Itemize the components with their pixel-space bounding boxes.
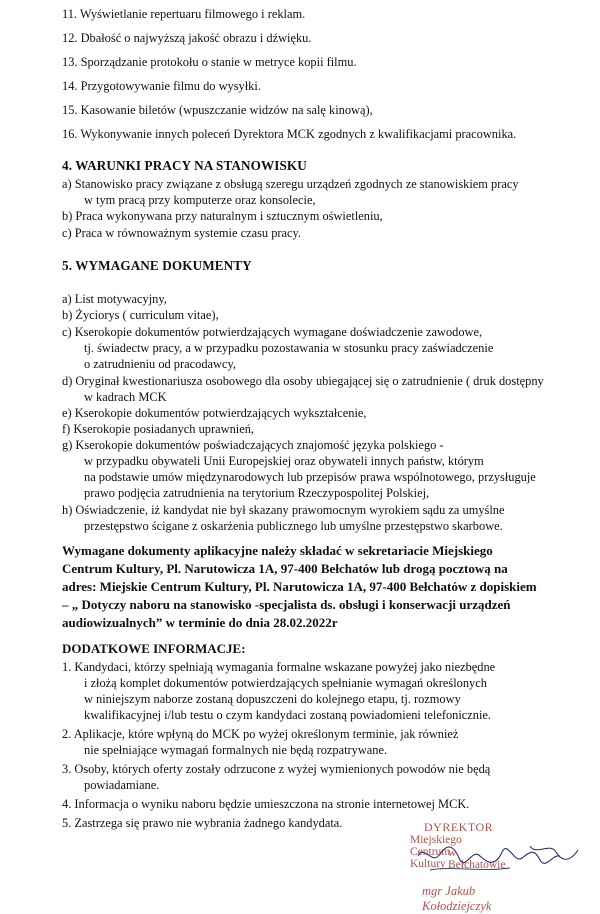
list-item: b) Życiorys ( curriculum vitae), [62, 308, 219, 322]
submission-text: Centrum Kultury, Pl. Narutowicza 1A, 97-400 Bełchatów lub drogą pocztową na [62, 561, 508, 576]
list-item-continuation: w niniejszym naborze zostaną dopuszczeni do kolejnego etapu, tj. rozmowy [84, 692, 461, 706]
list-item: 3. Osoby, których oferty zostały odrzucone z wyżej wymienionych powodów nie będą [62, 762, 491, 776]
list-item-continuation: i złożą komplet dokumentów potwierdzających spełnianie wymagań określonych [84, 676, 487, 690]
list-item: d) Oryginał kwestionariusza osobowego dla osoby ubiegającej się o zatrudnienie ( druk dostępny [62, 374, 544, 388]
duty-item: 16. Wykonywanie innych poleceń Dyrektora MCK zgodnych z kwalifikacjami pracownika. [62, 127, 517, 141]
duty-item: 11. Wyświetlanie repertuaru filmowego i reklam. [62, 7, 306, 21]
list-item-continuation: powiadamiane. [84, 778, 160, 792]
duty-item: 14. Przygotowywanie filmu do wysyłki. [62, 79, 261, 93]
list-item: 1. Kandydaci, którzy spełniają wymagania formalne wskazane powyżej jako niezbędne [62, 660, 496, 674]
stamp-city: w Bełchatowie [448, 847, 506, 871]
list-item: f) Kserokopie posiadanych uprawnień, [62, 422, 254, 436]
list-item-continuation: w tym pracą przy komputerze oraz konsolecie, [84, 193, 316, 207]
stamp-name: mgr Jakub Kołodziejczyk [422, 884, 492, 913]
list-item-continuation: tj. świadectw pracy, a w przypadku pozostawania w stosunku pracy zaświadczenie [84, 341, 494, 355]
list-item: 4. Informacja o wyniku naboru będzie umieszczona na stronie internetowej MCK. [62, 797, 470, 811]
submission-text: – „ Dotyczy naboru na stanowisko -specjalista ds. obsługi i konserwacji urządzeń [62, 597, 511, 612]
section-heading: 4. WARUNKI PRACY NA STANOWISKU [62, 158, 307, 173]
list-item: a) List motywacyjny, [62, 292, 167, 306]
list-item: 2. Aplikacje, które wpłyną do MCK po wyżej określonym terminie, jak również [62, 727, 459, 741]
list-item: b) Praca wykonywana przy naturalnym i sztucznym oświetleniu, [62, 209, 383, 223]
list-item-continuation: kwalifikacyjnej i/lub testu o czym kandydaci zostaną powiadomieni telefonicznie. [84, 708, 492, 722]
list-item: 5. Zastrzega się prawo nie wybrania żadnego kandydata. [62, 816, 343, 830]
stamp-institution: Miejskiego Centrum Kultury [410, 834, 462, 870]
list-item: g) Kserokopie dokumentów poświadczających znajomość języka polskiego - [62, 438, 444, 452]
list-item: e) Kserokopie dokumentów potwierdzających wykształcenie, [62, 406, 367, 420]
submission-text: audiowizualnych” w terminie do dnia 28.02.2022r [62, 615, 338, 630]
list-item-continuation: przestępstwo ścigane z oskarżenia publicznego lub umyślne przestępstwo skarbowe. [84, 519, 503, 533]
section-heading: DODATKOWE INFORMACJE: [62, 641, 246, 656]
handwritten-signature [410, 826, 590, 896]
list-item: h) Oświadczenie, iż kandydat nie był skazany prawomocnym wyrokiem sądu za umyślne [62, 503, 505, 517]
duty-item: 15. Kasowanie biletów (wpuszczanie widzów na salę kinową), [62, 103, 373, 117]
section-heading: 5. WYMAGANE DOKUMENTY [62, 258, 252, 273]
list-item-continuation: nie spełniające wymagań formalnych nie będą rozpatrywane. [84, 743, 388, 757]
list-item-continuation: prawo podjęcia zatrudnienia na terytorium Rzeczypospolitej Polskiej, [84, 486, 430, 500]
list-item-continuation: w przypadku obywateli Unii Europejskiej oraz obywateli innych państw, którym [84, 454, 484, 468]
submission-text: adres: Miejskie Centrum Kultury, Pl. Narutowicza 1A, 97-400 Bełchatów z dopiskiem [62, 579, 537, 594]
stamp-title: DYREKTOR [424, 820, 494, 834]
submission-text: Wymagane dokumenty aplikacyjne należy składać w sekretariacie Miejskiego [62, 543, 493, 558]
list-item-continuation: na podstawie umów międzynarodowych lub przepisów prawa wspólnotowego, przysługuje [84, 470, 536, 484]
list-item: c) Kserokopie dokumentów potwierdzających wymagane doświadczenie zawodowe, [62, 325, 483, 339]
list-item: c) Praca w równoważnym systemie czasu pracy. [62, 226, 301, 240]
duty-item: 13. Sporządzanie protokołu o stanie w metryce kopii filmu. [62, 55, 357, 69]
list-item-continuation: w kadrach MCK [84, 390, 167, 404]
list-item: a) Stanowisko pracy związane z obsługą szeregu urządzeń zgodnych ze stanowiskiem pracy [62, 177, 519, 191]
duty-item: 12. Dbałość o najwyższą jakość obrazu i dźwięku. [62, 31, 312, 45]
list-item-continuation: o zatrudnieniu od pracodawcy, [84, 357, 236, 371]
